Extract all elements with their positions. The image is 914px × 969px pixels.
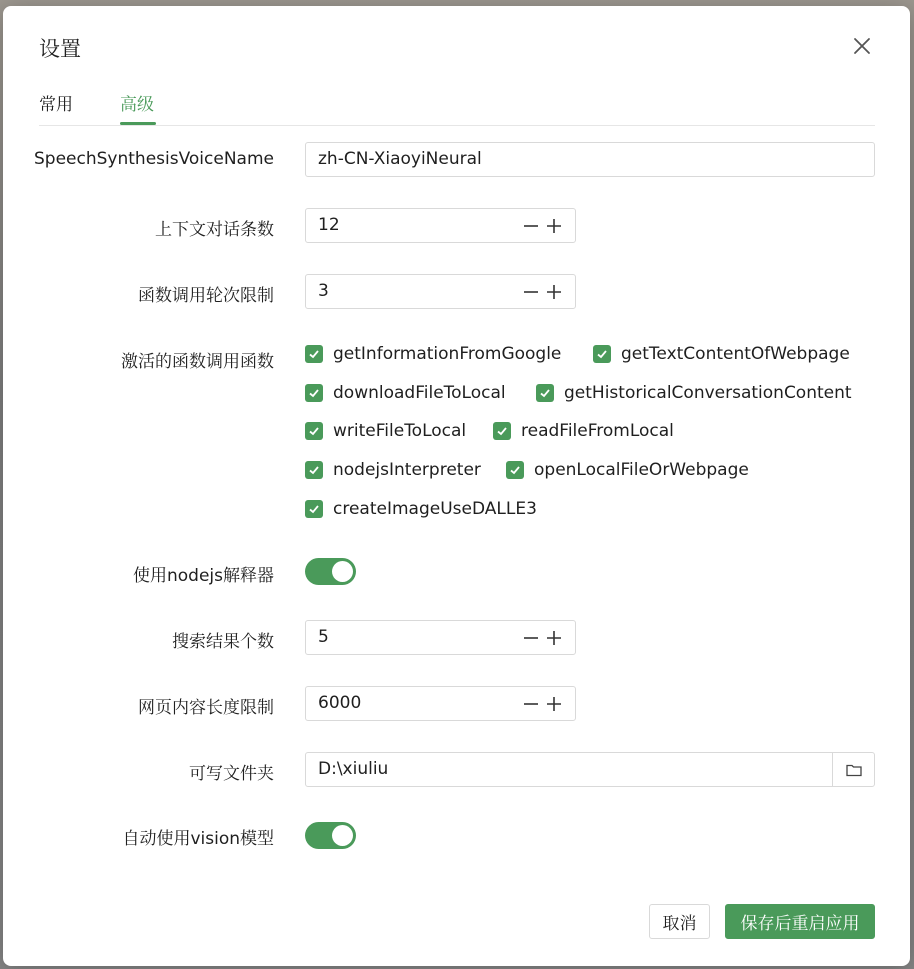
save-restart-button[interactable]: 保存后重启应用 (725, 904, 875, 939)
minus-icon[interactable] (521, 216, 541, 236)
checkmark-icon[interactable] (493, 422, 511, 440)
checkbox-label: writeFileToLocal (333, 421, 467, 441)
checkbox-openlocalfileorwebpage[interactable] (506, 458, 749, 482)
checkbox-label: createImageUseDALLE3 (333, 499, 537, 519)
folder-icon[interactable] (832, 753, 874, 786)
checkbox-label: getTextContentOfWebpage (621, 344, 850, 364)
function-limit-label: 函数调用轮次限制 (138, 286, 274, 306)
minus-icon[interactable] (521, 628, 541, 648)
plus-icon[interactable] (544, 216, 564, 236)
checkbox-label: readFileFromLocal (521, 421, 674, 441)
dialog-title: 设置 (39, 37, 81, 61)
checkbox-label: getHistoricalConversationContent (564, 383, 852, 403)
nodejs-interpreter-toggle[interactable] (305, 558, 356, 585)
page-length-stepper[interactable] (305, 686, 576, 721)
writable-folder-label: 可写文件夹 (189, 764, 274, 784)
plus-icon[interactable] (544, 694, 564, 714)
checkbox-gettextcontentofwebpage[interactable] (593, 342, 850, 366)
cancel-button[interactable]: 取消 (649, 904, 710, 939)
active-functions-label: 激活的函数调用函数 (121, 352, 274, 372)
auto-vision-toggle[interactable] (305, 822, 356, 849)
settings-tabs (39, 88, 875, 126)
checkbox-gethistoricalconversationcontent[interactable] (536, 381, 852, 405)
context-count-label: 上下文对话条数 (155, 220, 274, 240)
page-length-label: 网页内容长度限制 (138, 698, 274, 718)
minus-icon[interactable] (521, 694, 541, 714)
checkbox-downloadfiletolocal[interactable] (305, 381, 506, 405)
toggle-knob (332, 825, 353, 846)
tab-common[interactable]: 常用 (39, 95, 73, 115)
checkmark-icon[interactable] (305, 384, 323, 402)
tab-advanced[interactable]: 高级 (120, 95, 154, 115)
nodejs-interpreter-label: 使用nodejs解释器 (132, 566, 274, 586)
auto-vision-label: 自动使用vision模型 (122, 829, 274, 849)
writable-folder-value[interactable]: D:\xiuliu (318, 759, 389, 779)
writable-folder-input[interactable] (305, 752, 875, 787)
checkmark-icon[interactable] (593, 345, 611, 363)
page-length-value[interactable]: 6000 (318, 693, 362, 713)
checkmark-icon[interactable] (536, 384, 554, 402)
checkmark-icon[interactable] (305, 422, 323, 440)
search-count-stepper[interactable] (305, 620, 576, 655)
checkbox-createimageusedalle3[interactable] (305, 497, 537, 521)
close-icon[interactable] (849, 33, 875, 59)
checkbox-getinformationfromgoogle[interactable] (305, 342, 561, 366)
checkbox-readfilefromlocal[interactable] (493, 419, 674, 443)
function-limit-stepper[interactable] (305, 274, 576, 309)
checkmark-icon[interactable] (305, 500, 323, 518)
checkbox-label: getInformationFromGoogle (333, 344, 562, 364)
settings-dialog (3, 6, 910, 966)
context-count-stepper[interactable] (305, 208, 576, 243)
minus-icon[interactable] (521, 282, 541, 302)
checkbox-nodejsinterpreter[interactable] (305, 458, 481, 482)
checkbox-label: openLocalFileOrWebpage (534, 460, 749, 480)
toggle-knob (332, 561, 353, 582)
voice-name-input[interactable]: zh-CN-XiaoyiNeural (305, 142, 875, 177)
checkbox-label: downloadFileToLocal (333, 383, 506, 403)
checkbox-label: nodejsInterpreter (333, 460, 481, 480)
checkmark-icon[interactable] (305, 461, 323, 479)
function-limit-value[interactable]: 3 (318, 281, 329, 301)
search-count-value[interactable]: 5 (318, 627, 329, 647)
voice-name-label: SpeechSynthesisVoiceName (34, 149, 274, 169)
checkbox-writefiletolocal[interactable] (305, 419, 466, 443)
checkmark-icon[interactable] (506, 461, 524, 479)
active-tab-indicator (120, 122, 156, 125)
plus-icon[interactable] (544, 628, 564, 648)
context-count-value[interactable]: 12 (318, 215, 340, 235)
search-count-label: 搜索结果个数 (172, 632, 274, 652)
checkmark-icon[interactable] (305, 345, 323, 363)
plus-icon[interactable] (544, 282, 564, 302)
